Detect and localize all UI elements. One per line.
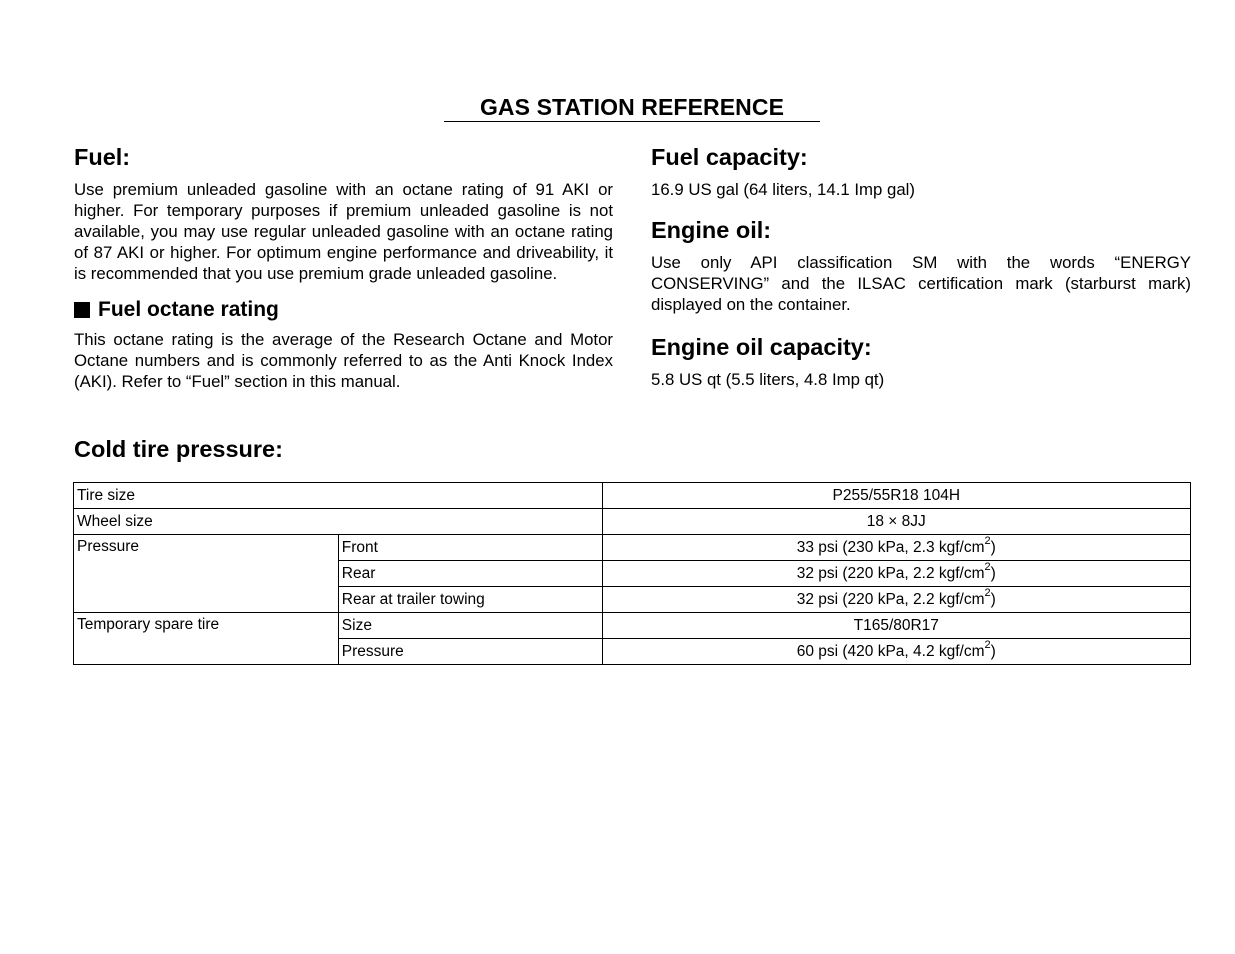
spare-size-value: T165/80R17 bbox=[602, 613, 1190, 639]
rear-value-text: 32 psi (220 kPa, 2.2 kgf/cm bbox=[796, 564, 985, 582]
table-row bbox=[74, 535, 1191, 561]
fuel-heading: Fuel: bbox=[74, 144, 131, 170]
unit-exponent: 2 bbox=[984, 561, 991, 574]
octane-text: This octane rating is the average of the Research Octane and Motor Octane numbers and is commonly referred to as the Anti Knock Index (AKI). Refer to “Fuel” section in this manual. bbox=[74, 330, 613, 391]
wheel-size-value: 18 × 8JJ bbox=[602, 509, 1190, 535]
fuel-text: Use premium unleaded gasoline with an octane rating of 91 AKI or higher. For temporary purposes if premium unleaded gasoline is not available, you may use regular unleaded gasoline with an octane rating of 87 AKI or higher. For optimum engine performance and driveability, it is recommended that you use premium grade unleaded gasoline. bbox=[74, 180, 613, 283]
tire-pressure-table bbox=[73, 482, 1191, 665]
unit-close: ) bbox=[990, 590, 996, 608]
front-value bbox=[602, 535, 1190, 561]
octane-heading bbox=[74, 296, 613, 324]
spare-pressure-value bbox=[602, 639, 1190, 665]
unit-close: ) bbox=[990, 564, 996, 582]
right-column bbox=[651, 142, 1191, 390]
engine-oil-text: Use only API classification SM with the words “ENERGY CONSERVING” and the ILSAC certification mark (starburst mark) displayed on the container. bbox=[651, 253, 1191, 314]
rear-label: Rear bbox=[338, 561, 602, 587]
unit-exponent: 2 bbox=[984, 535, 991, 548]
left-column bbox=[74, 142, 613, 392]
cold-tire-heading: Cold tire pressure: bbox=[74, 436, 283, 462]
tire-size-label: Tire size bbox=[74, 483, 603, 509]
spare-pressure-value-text: 60 psi (420 kPa, 4.2 kgf/cm bbox=[796, 642, 985, 660]
engine-oil-capacity-text: 5.8 US qt (5.5 liters, 4.8 Imp qt) bbox=[651, 370, 885, 389]
wheel-size-label: Wheel size bbox=[74, 509, 603, 535]
square-bullet-icon bbox=[74, 302, 90, 318]
unit-close: ) bbox=[990, 642, 996, 660]
table-row bbox=[74, 509, 1191, 535]
table-row bbox=[74, 483, 1191, 509]
pressure-label: Pressure bbox=[74, 535, 339, 613]
front-value-text: 33 psi (230 kPa, 2.3 kgf/cm bbox=[796, 538, 985, 556]
trailer-value bbox=[602, 587, 1190, 613]
table-row bbox=[74, 613, 1191, 639]
spare-pressure-label: Pressure bbox=[338, 639, 602, 665]
trailer-label: Rear at trailer towing bbox=[338, 587, 602, 613]
tire-size-value: P255/55R18 104H bbox=[602, 483, 1190, 509]
spare-size-label: Size bbox=[338, 613, 602, 639]
fuel-capacity-text: 16.9 US gal (64 liters, 14.1 Imp gal) bbox=[651, 180, 915, 199]
octane-heading-label: Fuel octane rating bbox=[98, 298, 279, 321]
front-label: Front bbox=[338, 535, 602, 561]
rear-value bbox=[602, 561, 1190, 587]
unit-exponent: 2 bbox=[984, 587, 991, 600]
engine-oil-heading: Engine oil: bbox=[651, 217, 772, 243]
unit-exponent: 2 bbox=[984, 639, 991, 652]
engine-oil-capacity-heading: Engine oil capacity: bbox=[651, 334, 872, 360]
trailer-value-text: 32 psi (220 kPa, 2.2 kgf/cm bbox=[796, 590, 985, 608]
spare-label: Temporary spare tire bbox=[74, 613, 339, 665]
fuel-capacity-heading: Fuel capacity: bbox=[651, 144, 808, 170]
page-title: GAS STATION REFERENCE bbox=[444, 94, 820, 122]
unit-close: ) bbox=[990, 538, 996, 556]
